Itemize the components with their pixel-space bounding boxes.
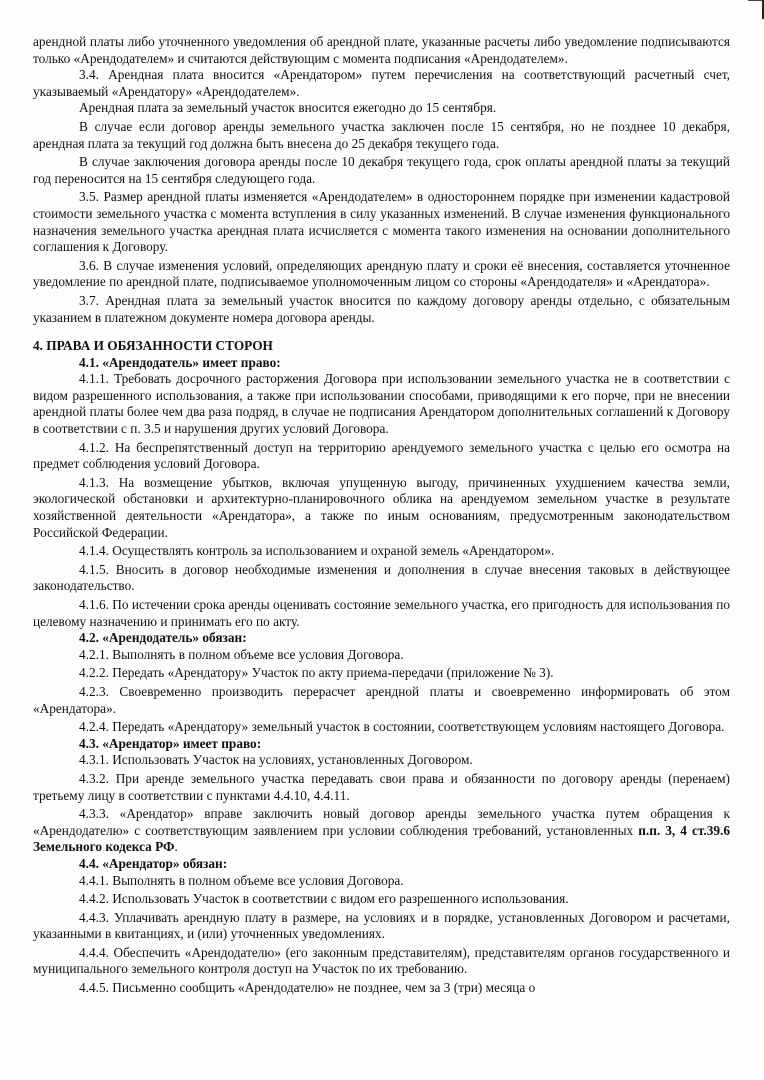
subsection-heading-4-2: 4.2. «Арендодатель» обязан: bbox=[79, 630, 247, 646]
subsection-heading-4-1: 4.1. «Арендодатель» имеет право: bbox=[79, 354, 281, 370]
paragraph-4-3-1: 4.3.1. Использовать Участок на условиях, установленных Договором. bbox=[79, 752, 473, 768]
paragraph-4-4-1: 4.4.1. Выполнять в полном объеме все условия Договора. bbox=[79, 872, 404, 888]
paragraph-4-1-2: 4.1.2. На беспрепятственный доступ на территорию арендуемого земельного участка с целью его осмотра на предмет соблюдения условий Договора. bbox=[33, 439, 730, 472]
paragraph-4-1-1: 4.1.1. Требовать досрочного расторжения Договора при использовании земельного участка не в соответствии с видом разрешенного использования, а также при использовании способами, приводящими к его порче, при не внесении арендной платы более чем два раза подряд, в случае не подписания Арендатором дополнительных соглашений к Договору в соответствии с п. 3.5 и нарушения других условий Договора. bbox=[33, 371, 730, 437]
page-corner-mark bbox=[748, 0, 764, 19]
paragraph-3-4: 3.4. Арендная плата вносится «Арендатором» путем перечисления на соответствующий расчетный счет, указываемый «Арендатору» «Арендодателем». bbox=[33, 67, 730, 99]
paragraph: Арендная плата за земельный участок вносится ежегодно до 15 сентября. bbox=[79, 100, 497, 116]
paragraph-3-7: 3.7. Арендная плата за земельный участок вносится по каждому договору аренды отдельно, с обязательным указанием в платежном документе номера договора аренды. bbox=[33, 292, 730, 325]
paragraph: В случае если договор аренды земельного участка заключен после 15 сентября, но не позднее 10 декабря, арендная плата за текущий год должна быть внесена до 25 декабря текущего года. bbox=[33, 118, 730, 151]
subsection-heading-4-3: 4.3. «Арендатор» имеет право: bbox=[79, 735, 262, 751]
subsection-heading-4-4: 4.4. «Арендатор» обязан: bbox=[79, 855, 228, 871]
section-heading: 4. ПРАВА И ОБЯЗАННОСТИ СТОРОН bbox=[33, 338, 273, 354]
paragraph-4-1-3: 4.1.3. На возмещение убытков, включая упущенную выгоду, причиненных ухудшением качества земли, экологической обстановки и архитектурно-планировочного облика на арендуемом земельном участке в результате хозяйственной деятельности «Арендатора», а также по иным основаниям, предусмотренным законодательством Российской Федерации. bbox=[33, 474, 730, 540]
paragraph-3-5: 3.5. Размер арендной платы изменяется «Арендодателем» в одностороннем порядке при изменении кадастровой стоимости земельного участка с момента вступления в силу указанных изменений. В случае изменения функционального назначения земельного участка арендная плата исчисляется с момента такого изменения на основании дополнительного соглашения к Договору. bbox=[33, 189, 730, 255]
paragraph-4-1-6: 4.1.6. По истечении срока аренды оценивать состояние земельного участка, его пригодность для использования по целевому назначению и принимать его по акту. bbox=[33, 597, 730, 629]
paragraph-4-3-2: 4.3.2. При аренде земельного участка передавать свои права и обязанности по договору аренды (перенаем) третьему лицу в соответствии с пунктами 4.4.10, 4.4.11. bbox=[33, 770, 730, 803]
law-reference: п.п. 3, 4 ст.39.6 Земельного кодекса РФ bbox=[33, 822, 730, 855]
document-body bbox=[33, 34, 730, 997]
paragraph-4-2-1: 4.2.1. Выполнять в полном объеме все условия Договора. bbox=[79, 646, 404, 662]
paragraph-4-4-5: 4.4.5. Письменно сообщить «Арендодателю» не позднее, чем за 3 (три) месяца о bbox=[79, 980, 536, 996]
paragraph: арендной платы либо уточненного уведомления об арендной плате, указанные расчеты либо уведомление подписываются только «Арендодателем» и считаются действующим с момента подписания «Арендодателем». bbox=[33, 34, 730, 66]
paragraph-4-1-4: 4.1.4. Осуществлять контроль за использованием и охраной земель «Арендатором». bbox=[79, 543, 555, 559]
paragraph-4-3-3-text: 4.3.3. «Арендатор» вправе заключить новый договор аренды земельного участка путем обращения к «Арендодателю» с соответствующим заявлением при условии соблюдения требований, установленных bbox=[33, 806, 730, 838]
paragraph-4-3-3 bbox=[33, 806, 730, 856]
paragraph-4-1-5: 4.1.5. Вносить в договор необходимые изменения и дополнения в случае внесения таковых в действующее законодательство. bbox=[33, 561, 730, 594]
paragraph-4-4-3: 4.4.3. Уплачивать арендную плату в размере, на условиях и в порядке, установленных Договором и расчетами, указанными в квитанциях, и (или) уточненных уведомлениях. bbox=[33, 909, 730, 942]
paragraph-4-4-2: 4.4.2. Использовать Участок в соответствии с видом его разрешенного использования. bbox=[79, 891, 569, 907]
paragraph-4-3-3-end: . bbox=[174, 839, 178, 855]
paragraph-4-2-2: 4.2.2. Передать «Арендатору» Участок по акту приема-передачи (приложение № 3). bbox=[79, 665, 554, 681]
paragraph-3-6: 3.6. В случае изменения условий, определяющих арендную плату и сроки её внесения, составляется уточненное уведомление по арендной плате, подписываемое уполномоченным лицом со стороны «Арендодателя» и «Арендатора». bbox=[33, 257, 730, 290]
paragraph: В случае заключения договора аренды после 10 декабря текущего года, срок оплаты арендной платы за текущий год переносится на 15 сентября следующего года. bbox=[33, 154, 730, 186]
paragraph-4-2-3: 4.2.3. Своевременно производить перерасчет арендной платы и своевременно информировать об этом «Арендатора». bbox=[33, 683, 730, 716]
paragraph-4-2-4: 4.2.4. Передать «Арендатору» земельный участок в состоянии, соответствующем условиям настоящего Договора. bbox=[79, 719, 725, 735]
paragraph-4-4-4: 4.4.4. Обеспечить «Арендодателю» (его законным представителям), представителям органов государственного и муниципального земельного контроля доступ на Участок по их требованию. bbox=[33, 944, 730, 977]
